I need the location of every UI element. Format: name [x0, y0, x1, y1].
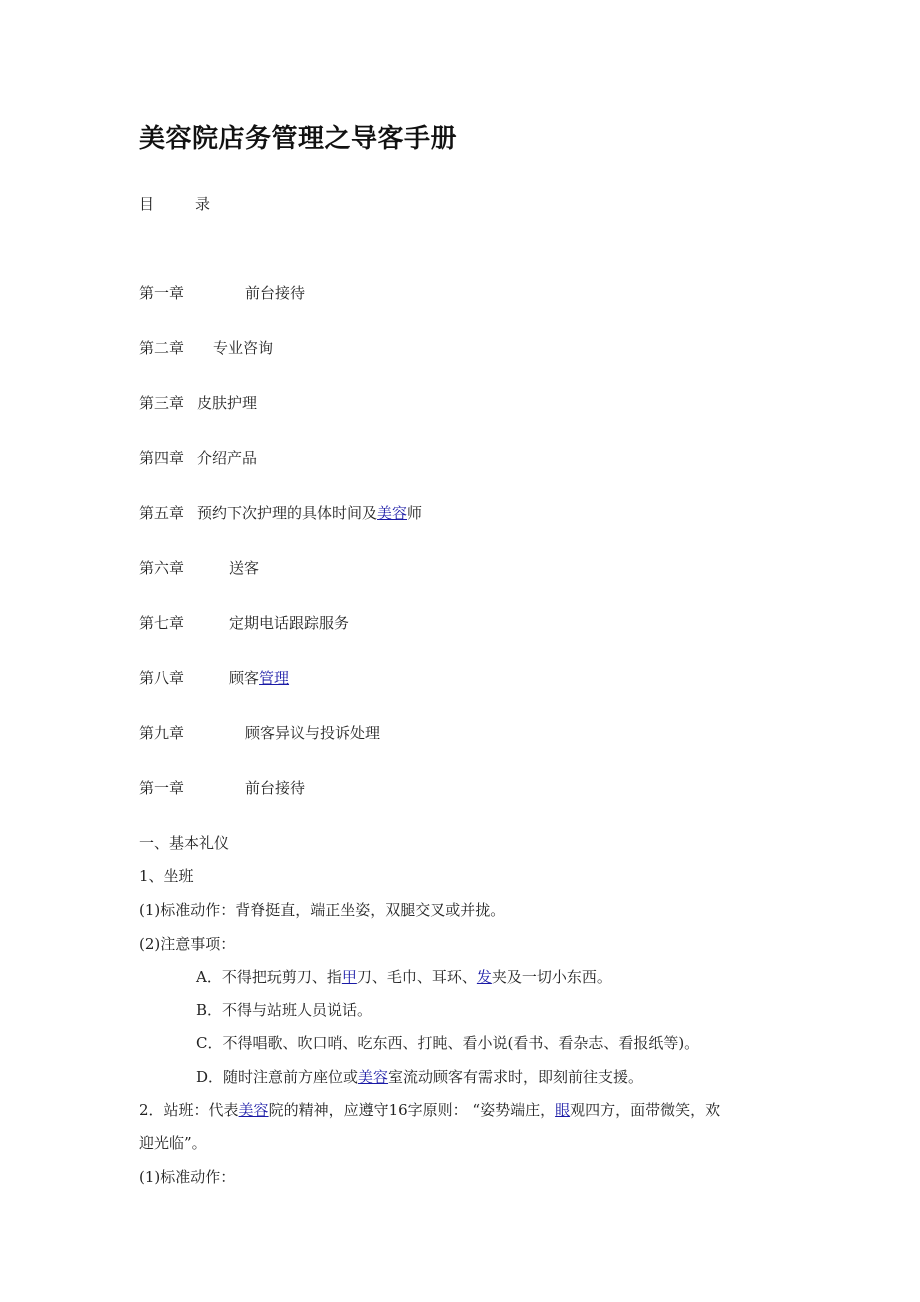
toc-chapter-name: 顾客异议与投诉处理 — [245, 724, 381, 742]
paragraph: (1)标准动作：背脊挺直，端正坐姿，双腿交叉或并拢。 — [139, 901, 506, 919]
toc-item — [139, 283, 305, 303]
note-text: 刀、毛巾、耳环、 — [356, 968, 477, 986]
note-text: 室流动顾客有需求时，即刻前往支援。 — [388, 1068, 644, 1086]
keyword-link[interactable]: 美容 — [238, 1101, 269, 1119]
section-heading: 一、基本礼仪 — [139, 834, 230, 852]
keyword-link[interactable]: 发 — [476, 968, 492, 986]
toc-chapter-name: 皮肤护理 — [197, 394, 258, 412]
toc-item — [139, 723, 380, 743]
keyword-link[interactable]: 甲 — [341, 968, 357, 986]
toc-item — [139, 503, 422, 523]
document-title: 美容院店务管理之导客手册 — [139, 124, 458, 154]
toc-chapter: 第五章 — [139, 504, 185, 522]
toc-chapter-name-suffix: 师 — [407, 504, 423, 522]
toc-chapter-name-prefix: 预约下次护理的具体时间及 — [197, 504, 378, 522]
keyword-link[interactable]: 美容 — [358, 1068, 389, 1086]
paragraph: (2)注意事项： — [139, 935, 236, 953]
paragraph — [139, 1100, 720, 1120]
toc-item — [139, 393, 257, 413]
toc-item — [139, 448, 257, 468]
chapter-heading — [139, 778, 305, 798]
chapter-name: 前台接待 — [245, 779, 306, 797]
toc-chapter: 第六章 — [139, 559, 185, 577]
toc-chapter-name: 前台接待 — [245, 284, 306, 302]
paragraph-text: 2．站班：代表 — [139, 1101, 239, 1119]
paragraph-text: 院的精神，应遵守16字原则： “姿势端庄， — [268, 1101, 556, 1119]
note-text: 夹及一切小东西。 — [491, 968, 612, 986]
toc-item — [139, 558, 259, 578]
note-item: C．不得唱歌、吹口哨、吃东西、打盹、看小说(看书、看杂志、看报纸等)。 — [196, 1034, 700, 1052]
note-text: A．不得把玩剪刀、指 — [196, 968, 342, 986]
toc-heading-left: 目 — [139, 195, 155, 213]
note-item — [196, 1067, 643, 1087]
toc-chapter-name-prefix: 顾客 — [229, 669, 260, 687]
keyword-link[interactable]: 眼 — [555, 1101, 571, 1119]
chapter-number: 第一章 — [139, 779, 185, 797]
paragraph-text: 观四方，面带微笑，欢 — [570, 1101, 721, 1119]
toc-heading — [139, 194, 210, 214]
toc-chapter-name: 专业咨询 — [213, 339, 274, 357]
toc-chapter: 第一章 — [139, 284, 185, 302]
toc-item — [139, 338, 273, 358]
toc-chapter: 第八章 — [139, 669, 185, 687]
keyword-link[interactable]: 管理 — [259, 669, 290, 687]
toc-chapter: 第九章 — [139, 724, 185, 742]
toc-chapter-name: 送客 — [229, 559, 260, 577]
paragraph-continuation: 迎光临”。 — [139, 1134, 207, 1152]
toc-chapter: 第二章 — [139, 339, 185, 357]
paragraph: (1)标准动作： — [139, 1168, 236, 1186]
note-item: B．不得与站班人员说话。 — [196, 1001, 373, 1019]
note-text: D．随时注意前方座位或 — [196, 1068, 359, 1086]
toc-chapter-name: 介绍产品 — [197, 449, 258, 467]
toc-heading-right: 录 — [195, 195, 211, 213]
toc-item — [139, 668, 289, 688]
toc-chapter: 第四章 — [139, 449, 185, 467]
item-heading: 1、坐班 — [139, 867, 194, 885]
keyword-link[interactable]: 美容 — [377, 504, 408, 522]
note-item — [196, 967, 612, 987]
toc-chapter: 第七章 — [139, 614, 185, 632]
toc-chapter-name: 定期电话跟踪服务 — [229, 614, 350, 632]
toc-chapter: 第三章 — [139, 394, 185, 412]
toc-item — [139, 613, 349, 633]
